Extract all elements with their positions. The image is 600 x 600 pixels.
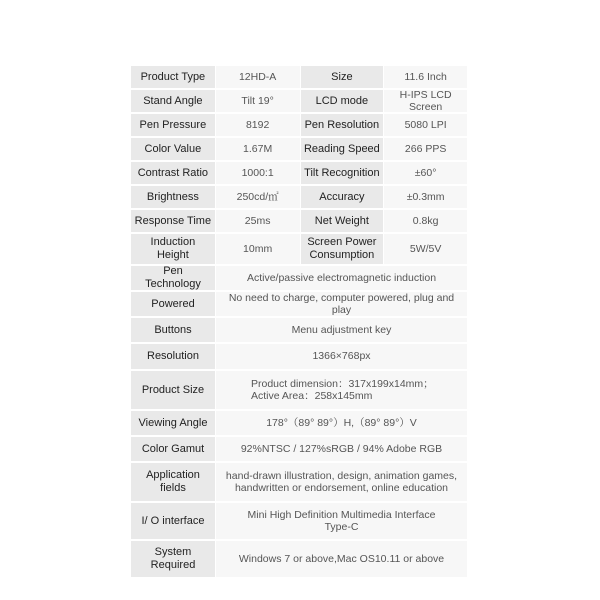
spec-value: 1.67M	[216, 138, 300, 160]
spec-label: Viewing Angle	[131, 411, 215, 435]
spec-value: No need to charge, computer powered, plug and play	[216, 292, 467, 316]
spec-value: ±60°	[384, 162, 467, 184]
spec-row-viewing-angle	[131, 411, 467, 435]
spec-label-line: fields	[160, 482, 186, 494]
spec-row-contrast-ratio	[131, 162, 467, 184]
spec-label: LCD mode	[301, 90, 384, 112]
spec-label: Stand Angle	[131, 90, 215, 112]
spec-row-color-gamut	[131, 437, 467, 461]
spec-value-line: Active Area：258x145mm	[251, 390, 373, 402]
spec-row-resolution	[131, 344, 467, 369]
spec-label: Resolution	[131, 344, 215, 369]
spec-value: 178°（89° 89°）H,（89° 89°）V	[216, 411, 467, 435]
spec-label: Net Weight	[301, 210, 384, 232]
spec-label-line: System	[154, 546, 192, 559]
spec-row-product-type	[131, 66, 467, 88]
spec-row-color-value	[131, 138, 467, 160]
spec-value: 1366×768px	[216, 344, 467, 369]
spec-label-line: Consumption	[309, 249, 375, 261]
spec-value-line: hand-drawn illustration, design, animation games,	[225, 469, 458, 482]
spec-label	[131, 541, 215, 577]
spec-row-product-size	[131, 371, 467, 409]
spec-label: Pen Pressure	[131, 114, 215, 136]
spec-label: Size	[301, 66, 384, 88]
spec-value: 5080 LPI	[384, 114, 467, 136]
spec-row-stand-angle	[131, 90, 467, 112]
spec-label: Tilt Recognition	[301, 162, 384, 184]
spec-value: 0.8kg	[384, 210, 467, 232]
spec-row-application-fields	[131, 463, 467, 501]
spec-row-induction-height	[131, 234, 467, 264]
spec-label: Induction Height	[131, 234, 215, 264]
spec-value: Windows 7 or above,Mac OS10.11 or above	[216, 541, 467, 577]
spec-row-pen-technology	[131, 266, 467, 290]
spec-value: ±0.3mm	[384, 186, 467, 208]
spec-label: Color Value	[131, 138, 215, 160]
spec-label: I/ O interface	[131, 503, 215, 539]
spec-row-system-required	[131, 541, 467, 577]
spec-label: Powered	[131, 292, 215, 316]
spec-label: Pen Resolution	[301, 114, 384, 136]
spec-value: Active/passive electromagnetic induction	[216, 266, 467, 290]
spec-row-brightness	[131, 186, 467, 208]
spec-value	[216, 371, 467, 409]
spec-label: Reading Speed	[301, 138, 384, 160]
spec-value: H-IPS LCD Screen	[384, 90, 467, 112]
spec-row-buttons	[131, 318, 467, 342]
spec-label: Response Time	[131, 210, 215, 232]
spec-label: Color Gamut	[131, 437, 215, 461]
spec-label-line: Application	[146, 469, 200, 482]
spec-value: 266 PPS	[384, 138, 467, 160]
spec-value: 8192	[216, 114, 300, 136]
spec-value-line: Type-C	[324, 521, 359, 533]
spec-value: 25ms	[216, 210, 300, 232]
spec-label: Buttons	[131, 318, 215, 342]
spec-label: Accuracy	[301, 186, 384, 208]
spec-label	[301, 234, 384, 264]
spec-label: Product Type	[131, 66, 215, 88]
spec-label: Contrast Ratio	[131, 162, 215, 184]
spec-value: 250cd/㎡	[216, 186, 300, 208]
spec-label-line: Screen Power	[307, 236, 377, 249]
spec-value: Menu adjustment key	[216, 318, 467, 342]
spec-table	[131, 66, 467, 579]
spec-value	[216, 463, 467, 501]
spec-value: 10mm	[216, 234, 300, 264]
spec-value: Tilt 19°	[216, 90, 300, 112]
spec-value: 92%NTSC / 127%sRGB / 94% Adobe RGB	[216, 437, 467, 461]
spec-value: 11.6 Inch	[384, 66, 467, 88]
spec-row-io-interface	[131, 503, 467, 539]
spec-value: 1000:1	[216, 162, 300, 184]
spec-row-response-time	[131, 210, 467, 232]
spec-label-line: Required	[150, 559, 196, 571]
spec-label: Brightness	[131, 186, 215, 208]
spec-value	[216, 503, 467, 539]
spec-row-pen-pressure	[131, 114, 467, 136]
spec-value: 5W/5V	[384, 234, 467, 264]
spec-value-line: handwritten or endorsement, online education	[234, 482, 449, 494]
spec-label	[131, 463, 215, 501]
spec-value: 12HD-A	[216, 66, 300, 88]
spec-value-line: Mini High Definition Multimedia Interface	[247, 508, 436, 521]
spec-label: Product Size	[131, 371, 215, 409]
spec-label: Pen Technology	[131, 266, 215, 290]
spec-value-line: Product dimension：317x199x14mm；	[251, 377, 434, 390]
spec-row-powered	[131, 292, 467, 316]
